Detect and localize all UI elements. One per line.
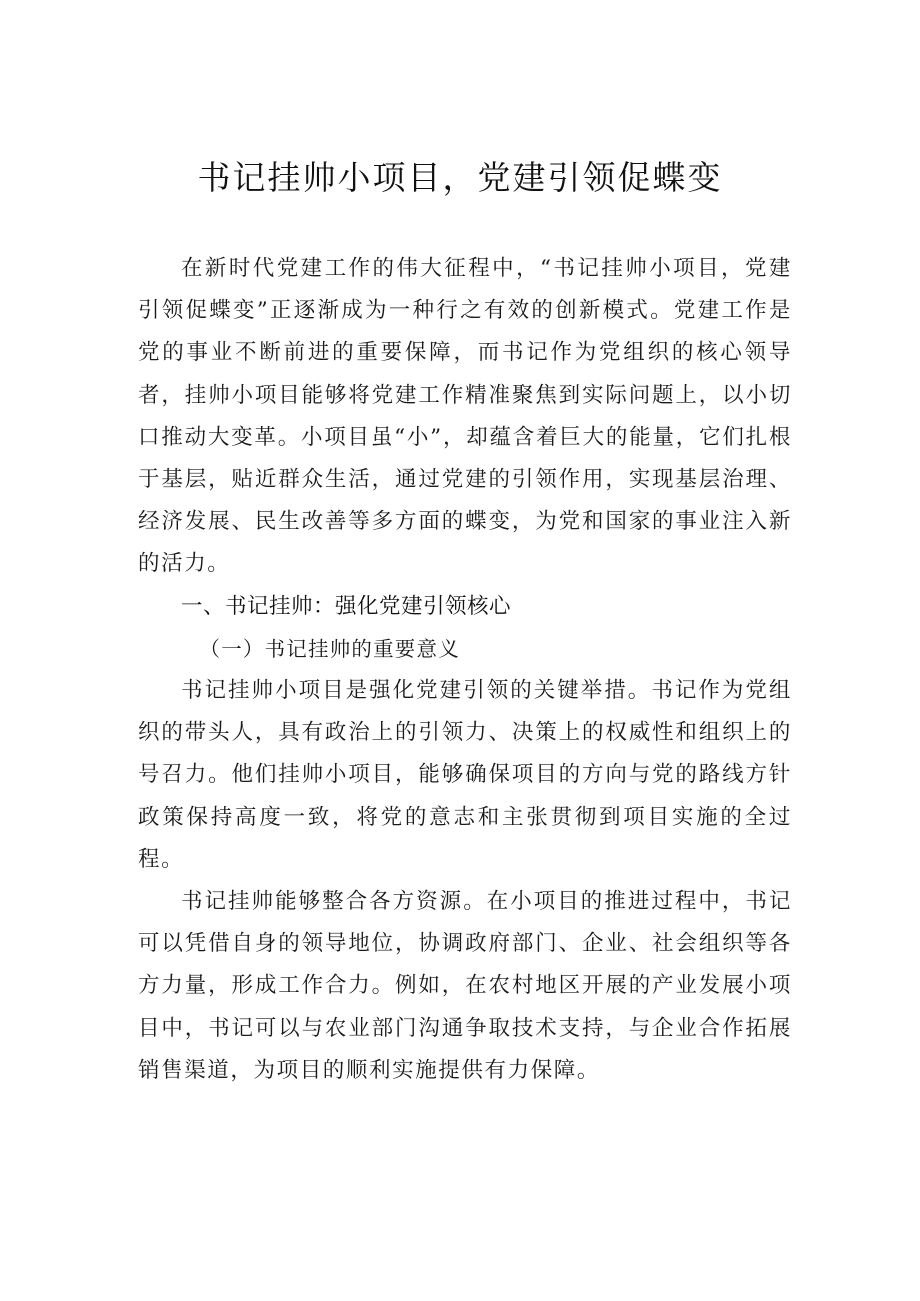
body-paragraph: 书记挂帅小项目是强化党建引领的关键举措。书记作为党组织的带头人，具有政治上的引领力、决策上的权威性和组织上的号召力。他们挂帅小项目，能够确保项目的方向与党的路线方针政策保持高度一致，将党的意志和主张贯彻到项目实施的全过程。 [138,678,792,872]
section-heading: 一、书记挂帅：强化党建引领核心 [181,593,512,619]
subsection-heading: （一）书记挂帅的重要意义 [199,636,460,661]
body-paragraph: 书记挂帅能够整合各方资源。在小项目的推进过程中，书记可以凭借自身的领导地位，协调政府部门、企业、社会组织等各方力量，形成工作合力。例如，在农村地区开展的产业发展小项目中，书记可以与农业部门沟通争取技术支持，与企业合作拓展销售渠道，为项目的顺利实施提供有力保障。 [138,889,792,1083]
intro-paragraph: 在新时代党建工作的伟大征程中，“书记挂帅小项目，党建引领促蝶变”正逐渐成为一种行之有效的创新模式。党建工作是党的事业不断前进的重要保障，而书记作为党组织的核心领导者，挂帅小项目能够将党建工作精准聚焦到实际问题上，以小切口推动大变革。小项目虽“小”，却蕴含着巨大的能量，它们扎根于基层，贴近群众生活，通过党建的引领作用，实现基层治理、经济发展、民生改善等多方面的蝶变，为党和国家的事业注入新的活力。 [138,256,792,577]
document-title: 书记挂帅小项目，党建引领促蝶变 [197,158,723,197]
document-body [138,248,792,1092]
